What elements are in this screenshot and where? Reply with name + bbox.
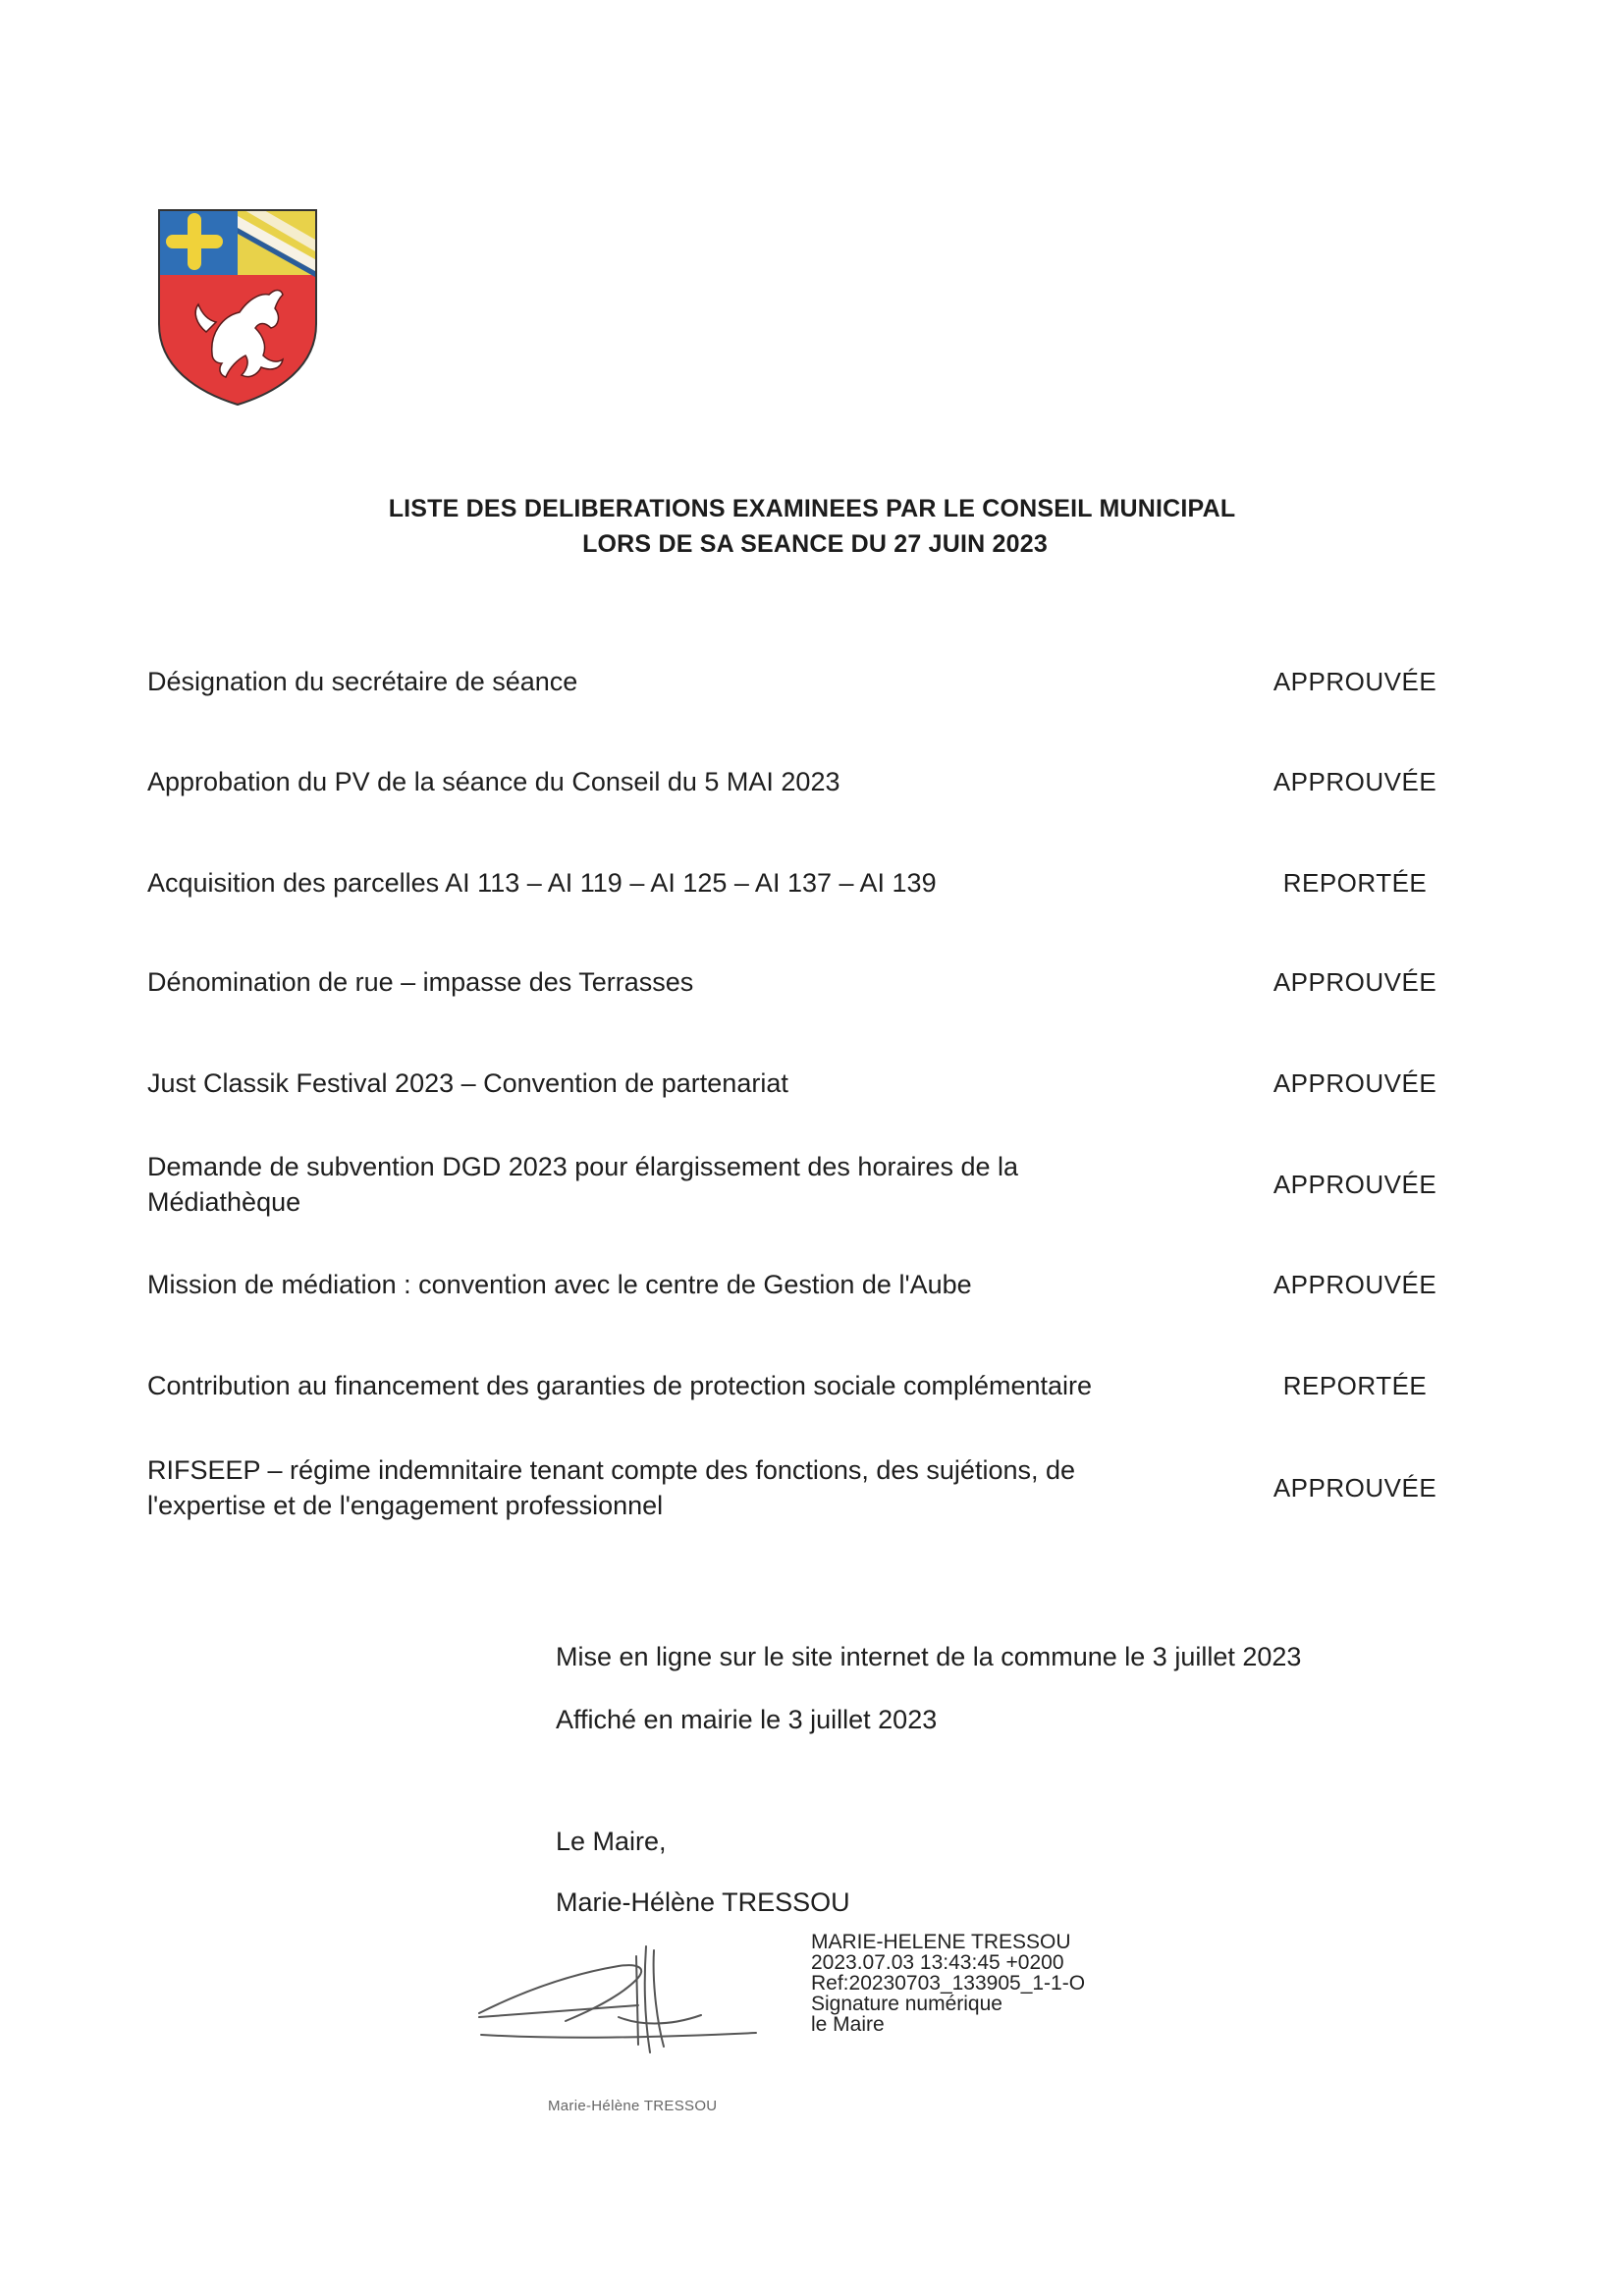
deliberation-row	[147, 865, 1463, 901]
document-title	[0, 491, 1624, 562]
deliberation-status: REPORTÉE	[1282, 1370, 1428, 1400]
deliberation-label: Approbation du PV de la séance du Conseil du 5 MAI 2023	[147, 767, 840, 796]
deliberation-row	[147, 964, 1463, 1000]
deliberation-row	[147, 1149, 1463, 1220]
deliberation-row	[147, 764, 1463, 799]
deliberation-label: Demande de subvention DGD 2023 pour élargissement des horaires de la Médiathèque	[147, 1152, 1019, 1217]
posted-publication-note: Affiché en mairie le 3 juillet 2023	[556, 1705, 938, 1734]
deliberation-label: Acquisition des parcelles AI 113 – AI 119 – AI 125 – AI 137 – AI 139	[147, 868, 937, 898]
deliberation-status: APPROUVÉE	[1272, 1472, 1437, 1503]
deliberation-label: Désignation du secrétaire de séance	[147, 667, 578, 696]
deliberation-label: Dénomination de rue – impasse des Terrasses	[147, 967, 694, 997]
deliberation-label: Just Classik Festival 2023 – Convention de partenariat	[147, 1068, 788, 1098]
title-line-2: LORS DE SA SEANCE DU 27 JUIN 2023	[582, 530, 1048, 558]
deliberation-row	[147, 1368, 1463, 1403]
deliberation-status: APPROUVÉE	[1272, 766, 1437, 796]
handwritten-signature	[471, 1937, 766, 2064]
deliberation-label: Contribution au financement des garanties de protection sociale complémentaire	[147, 1371, 1093, 1400]
deliberation-label: Mission de médiation : convention avec le centre de Gestion de l'Aube	[147, 1270, 972, 1299]
deliberation-row	[147, 1066, 1463, 1101]
deliberation-status: APPROUVÉE	[1272, 1067, 1437, 1098]
deliberation-label: RIFSEEP – régime indemnitaire tenant compte des fonctions, des sujétions, de l'expertise et de l'engagement professionnel	[147, 1455, 1076, 1520]
mayor-name: Marie-Hélène TRESSOU	[556, 1887, 850, 1917]
deliberation-status: APPROUVÉE	[1272, 966, 1437, 997]
deliberation-row	[147, 1452, 1463, 1523]
stamp-ref: Ref:20230703_133905_1-1-O	[811, 1972, 1086, 1995]
municipal-coat-of-arms-icon	[153, 206, 322, 409]
stamp-datetime: 2023.07.03 13:43:45 +0200	[811, 1951, 1064, 1974]
deliberation-status: REPORTÉE	[1282, 867, 1428, 898]
deliberation-row	[147, 664, 1463, 699]
mayor-role: Le Maire,	[556, 1827, 667, 1856]
title-line-1: LISTE DES DELIBERATIONS EXAMINEES PAR LE CONSEIL MUNICIPAL	[388, 495, 1236, 522]
deliberation-row	[147, 1267, 1463, 1302]
stamp-role: le Maire	[811, 2013, 885, 2036]
online-publication-note: Mise en ligne sur le site internet de la commune le 3 juillet 2023	[556, 1642, 1302, 1671]
deliberation-status: APPROUVÉE	[1272, 1169, 1437, 1199]
stamp-name: MARIE-HELENE TRESSOU	[811, 1931, 1071, 1953]
deliberation-status: APPROUVÉE	[1272, 666, 1437, 696]
stamp-type: Signature numérique	[811, 1993, 1002, 2015]
digital-signature-stamp	[811, 1932, 1085, 2035]
signature-caption: Marie-Hélène TRESSOU	[548, 2098, 718, 2114]
deliberation-status: APPROUVÉE	[1272, 1269, 1437, 1299]
